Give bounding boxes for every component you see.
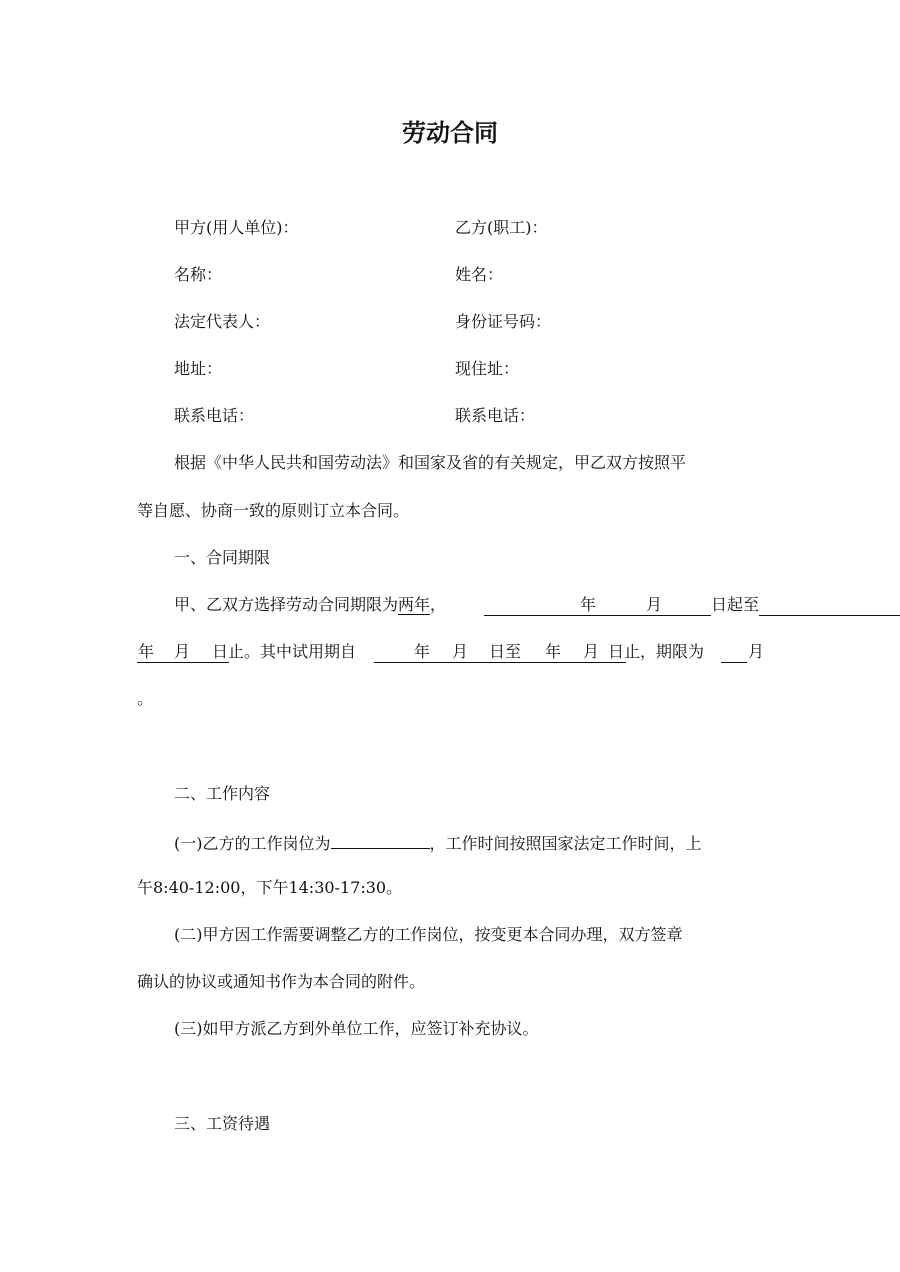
work-item-2-line-2: 确认的协议或通知书作为本合同的附件。 xyxy=(137,972,426,991)
work-position-suffix: ，工作时间按照国家法定工作时间，上 xyxy=(429,834,702,853)
term-line-1 xyxy=(174,594,446,616)
start-day-label: 日起至 xyxy=(711,595,760,614)
start-month-label: 月 xyxy=(646,595,663,614)
start-date-blank[interactable] xyxy=(484,594,900,616)
probation-day-to: 日至 xyxy=(489,642,522,661)
term-comma: ， xyxy=(430,595,447,614)
party-a-phone-label: 联系电话： xyxy=(174,406,255,425)
end-year-label: 年 xyxy=(138,642,155,661)
work-item-1-line-1 xyxy=(174,830,702,855)
end-clause: 日止。其中试用期自 xyxy=(212,642,357,661)
party-a-header: 甲方(用人单位)： xyxy=(174,218,299,237)
party-b-phone-label: 联系电话： xyxy=(455,406,536,425)
intro-line-1: 根据《中华人民共和国劳动法》和国家及省的有关规定，甲乙双方按照平 xyxy=(174,453,687,472)
party-a-name-label: 名称： xyxy=(174,265,223,284)
section-3-heading: 三、工资待遇 xyxy=(174,1114,271,1133)
party-b-id-label: 身份证号码： xyxy=(455,312,552,331)
end-month-label: 月 xyxy=(174,642,191,661)
party-b-address-label: 现住址： xyxy=(455,359,520,378)
probation-start-month: 月 xyxy=(452,642,469,661)
term-period-end: 。 xyxy=(137,689,154,708)
probation-end-month: 月 xyxy=(583,642,600,661)
section-2-heading: 二、工作内容 xyxy=(174,784,271,803)
page-title: 劳动合同 xyxy=(402,119,498,147)
probation-months-blank[interactable] xyxy=(721,641,747,663)
work-position-blank[interactable] xyxy=(331,830,430,849)
intro-line-2: 等自愿、协商一致的原则订立本合同。 xyxy=(137,501,410,520)
probation-end-clause: 日止，期限为 xyxy=(608,642,705,661)
work-item-3: (三)如甲方派乙方到外单位工作，应签订补充协议。 xyxy=(174,1019,539,1038)
work-item-1-line-2: 午8:40-12:00，下午14:30-17:30。 xyxy=(137,878,403,897)
work-position-prefix: (一)乙方的工作岗位为 xyxy=(174,834,331,853)
party-b-name-label: 姓名： xyxy=(455,265,504,284)
start-year-label: 年 xyxy=(580,595,597,614)
party-a-address-label: 地址： xyxy=(174,359,223,378)
section-1-heading: 一、合同期限 xyxy=(174,548,271,567)
party-b-header: 乙方(职工)： xyxy=(455,218,548,237)
probation-start-year: 年 xyxy=(414,642,431,661)
term-value: 两年 xyxy=(398,595,431,614)
term-prefix: 甲、乙双方选择劳动合同期限为 xyxy=(174,595,399,614)
probation-end-year: 年 xyxy=(545,642,562,661)
work-item-2-line-1: (二)甲方因工作需要调整乙方的工作岗位，按变更本合同办理，双方签章 xyxy=(174,925,683,944)
probation-month-unit: 月 xyxy=(748,642,765,661)
party-a-representative-label: 法定代表人： xyxy=(174,312,271,331)
